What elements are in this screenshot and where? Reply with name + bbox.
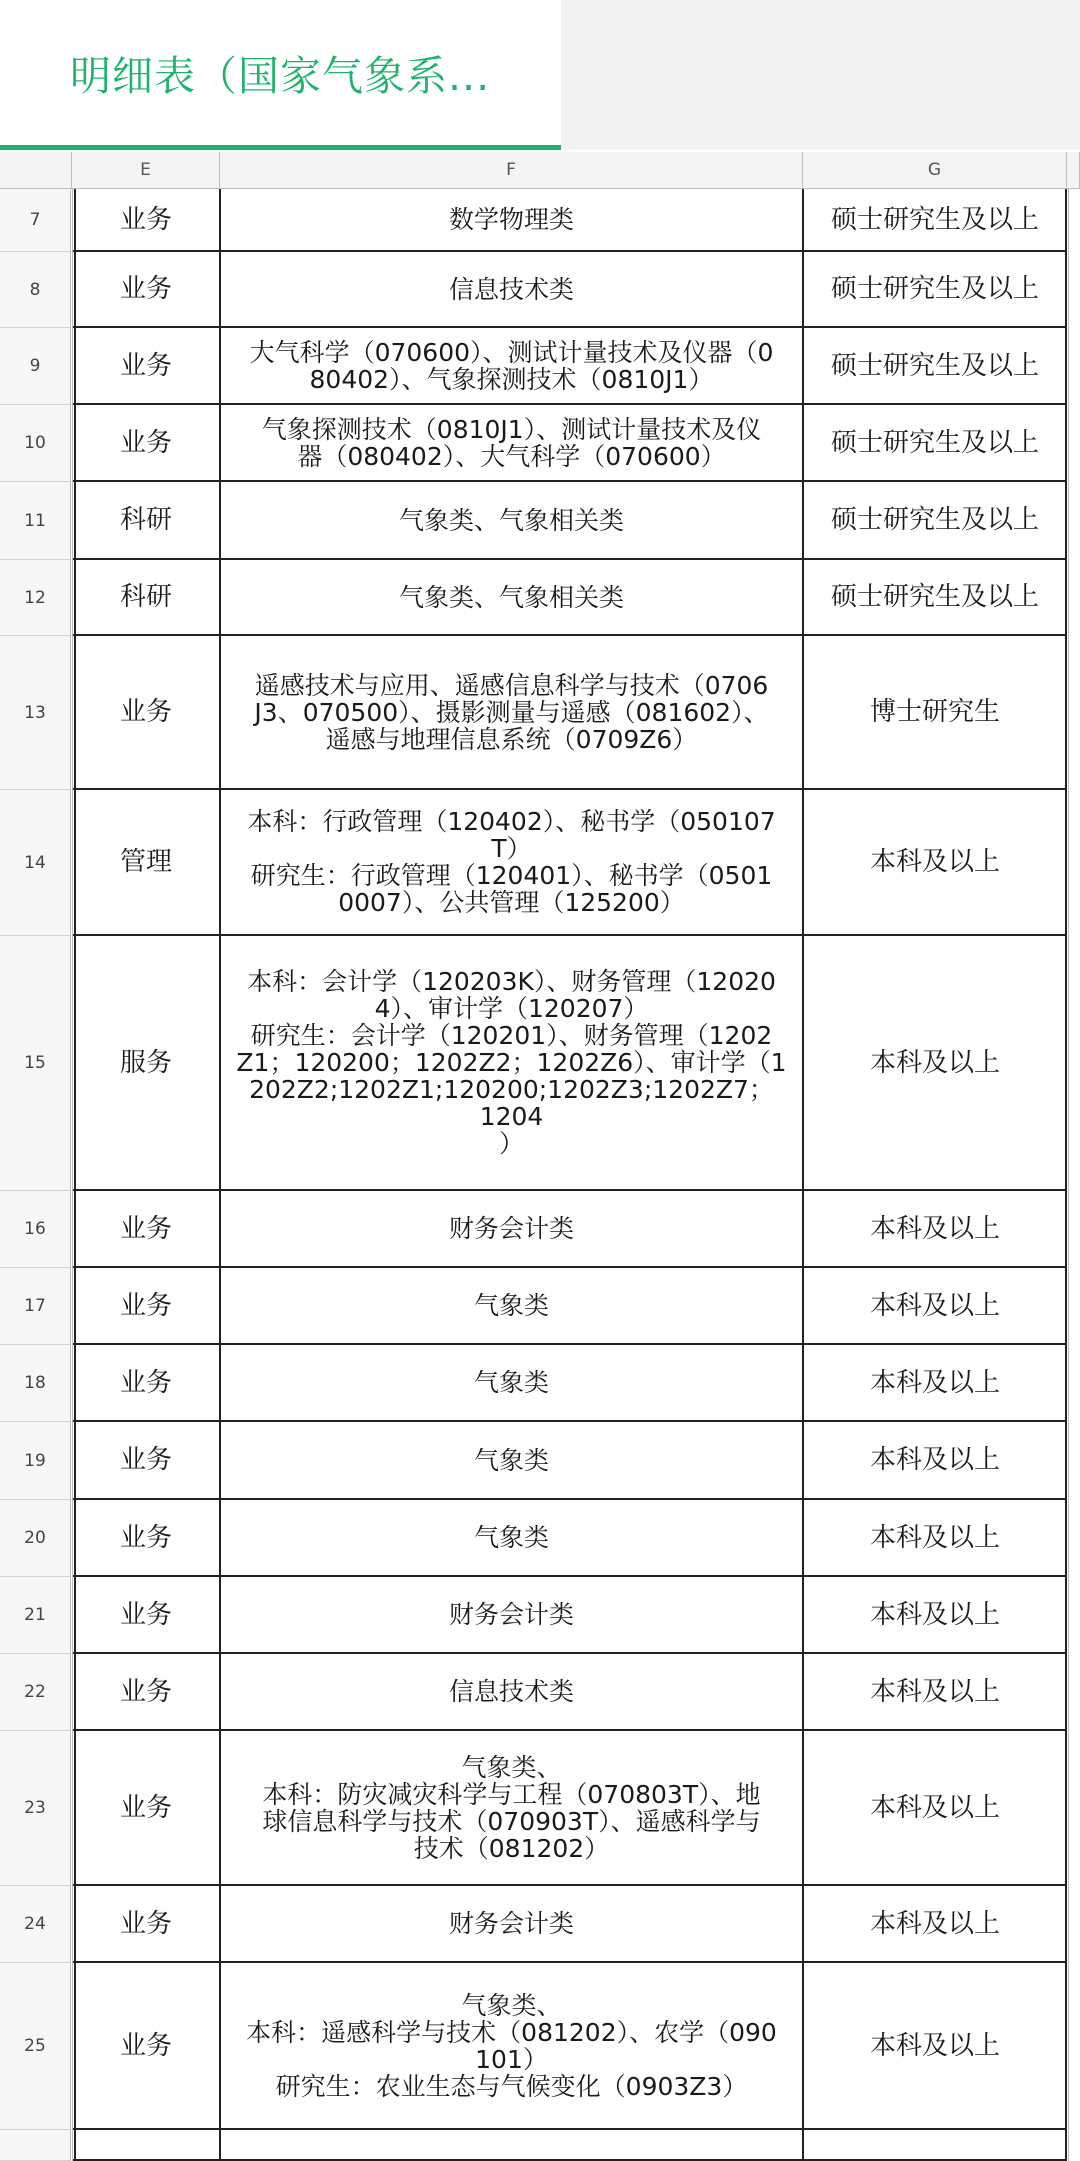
row-header[interactable]: 14 xyxy=(0,790,71,936)
cell-g[interactable]: 本科及以上 xyxy=(803,1191,1067,1268)
row-header[interactable]: 17 xyxy=(0,1268,71,1345)
corner-cell[interactable] xyxy=(0,152,72,189)
spreadsheet-grid[interactable] xyxy=(0,152,1080,2161)
column-header-g[interactable]: G xyxy=(803,152,1067,189)
cell-f[interactable]: 遥感技术与应用、遥感信息科学与技术（0706 J3、070500）、摄影测量与遥感（081602）、 遥感与地理信息系统（0709Z6） xyxy=(220,636,803,790)
row-header[interactable]: 22 xyxy=(0,1654,71,1731)
cell-e[interactable]: 科研 xyxy=(72,482,220,560)
column-header-h[interactable] xyxy=(1067,152,1080,189)
cell-g[interactable]: 硕士研究生及以上 xyxy=(803,189,1067,252)
cell-f[interactable]: 气象类、气象相关类 xyxy=(220,482,803,560)
cell-e[interactable]: 业务 xyxy=(72,1731,220,1886)
cell-g[interactable]: 本科及以上 xyxy=(803,1963,1067,2130)
column-header-e[interactable]: E xyxy=(72,152,220,189)
cell-g[interactable]: 硕士研究生及以上 xyxy=(803,482,1067,560)
cell-f[interactable]: 信息技术类 xyxy=(220,1654,803,1731)
tab-bar-background xyxy=(561,0,1080,150)
cell-f[interactable]: 信息技术类 xyxy=(220,252,803,328)
cell-e[interactable]: 业务 xyxy=(72,328,220,405)
cell-g[interactable]: 硕士研究生及以上 xyxy=(803,405,1067,482)
cell-g[interactable]: 本科及以上 xyxy=(803,1577,1067,1654)
cell-e[interactable] xyxy=(72,2130,220,2161)
row-header[interactable]: 9 xyxy=(0,328,71,405)
row-header[interactable]: 8 xyxy=(0,252,71,328)
cell-f[interactable]: 气象探测技术（0810J1）、测试计量技术及仪 器（080402）、大气科学（070600） xyxy=(220,405,803,482)
cell-g[interactable]: 本科及以上 xyxy=(803,1654,1067,1731)
cell-f[interactable]: 气象类 xyxy=(220,1268,803,1345)
cell-g[interactable]: 硕士研究生及以上 xyxy=(803,560,1067,636)
cell-e[interactable]: 业务 xyxy=(72,1963,220,2130)
cell-f[interactable]: 气象类 xyxy=(220,1345,803,1422)
cell-e[interactable]: 业务 xyxy=(72,1422,220,1500)
cell-f[interactable]: 大气科学（070600）、测试计量技术及仪器（0 80402）、气象探测技术（0810J1） xyxy=(220,328,803,405)
cell-e[interactable]: 业务 xyxy=(72,1577,220,1654)
cell-f[interactable]: 数学物理类 xyxy=(220,189,803,252)
cell-f[interactable]: 财务会计类 xyxy=(220,1577,803,1654)
cell-f[interactable]: 气象类 xyxy=(220,1422,803,1500)
cell-g[interactable]: 硕士研究生及以上 xyxy=(803,252,1067,328)
grid-line xyxy=(72,189,73,2161)
sheet-tab[interactable] xyxy=(0,0,561,150)
cell-g[interactable]: 博士研究生 xyxy=(803,636,1067,790)
grid-line xyxy=(74,189,76,2161)
row-header[interactable]: 25 xyxy=(0,1963,71,2130)
cell-g[interactable]: 本科及以上 xyxy=(803,936,1067,1191)
column-header-f[interactable]: F xyxy=(220,152,803,189)
row-header[interactable]: 19 xyxy=(0,1422,71,1500)
cell-e[interactable]: 业务 xyxy=(72,189,220,252)
cell-f[interactable] xyxy=(220,2130,803,2161)
cell-g[interactable]: 本科及以上 xyxy=(803,1886,1067,1963)
cell-f[interactable]: 气象类、 本科：遥感科学与技术（081202）、农学（090 101） 研究生：农业生态与气候变化（0903Z3） xyxy=(220,1963,803,2130)
grid-line xyxy=(219,189,221,2161)
row-header[interactable]: 7 xyxy=(0,189,71,252)
row-header[interactable]: 12 xyxy=(0,560,71,636)
row-header[interactable]: 15 xyxy=(0,936,71,1191)
cell-g[interactable]: 本科及以上 xyxy=(803,790,1067,936)
row-header[interactable]: 24 xyxy=(0,1886,71,1963)
cell-f[interactable]: 气象类 xyxy=(220,1500,803,1577)
cell-e[interactable]: 业务 xyxy=(72,1886,220,1963)
cell-e[interactable]: 业务 xyxy=(72,636,220,790)
cell-e[interactable]: 业务 xyxy=(72,1500,220,1577)
cell-f[interactable]: 财务会计类 xyxy=(220,1886,803,1963)
cell-e[interactable]: 科研 xyxy=(72,560,220,636)
cell-g[interactable] xyxy=(803,2130,1067,2161)
cell-f[interactable]: 财务会计类 xyxy=(220,1191,803,1268)
cell-g[interactable]: 本科及以上 xyxy=(803,1345,1067,1422)
row-header[interactable]: 21 xyxy=(0,1577,71,1654)
cell-e[interactable]: 业务 xyxy=(72,252,220,328)
cell-f[interactable]: 气象类、 本科：防灾减灾科学与工程（070803T）、地 球信息科学与技术（070903T）、遥感科学与 技术（081202） xyxy=(220,1731,803,1886)
cell-g[interactable]: 本科及以上 xyxy=(803,1422,1067,1500)
cell-g[interactable]: 本科及以上 xyxy=(803,1268,1067,1345)
cell-e[interactable]: 业务 xyxy=(72,1345,220,1422)
row-header[interactable]: 13 xyxy=(0,636,71,790)
row-header[interactable]: 11 xyxy=(0,482,71,560)
cell-g[interactable]: 本科及以上 xyxy=(803,1731,1067,1886)
cell-g[interactable]: 本科及以上 xyxy=(803,1500,1067,1577)
grid-line xyxy=(1065,189,1067,2161)
cell-e[interactable]: 业务 xyxy=(72,405,220,482)
row-header[interactable]: 20 xyxy=(0,1500,71,1577)
cell-e[interactable]: 业务 xyxy=(72,1191,220,1268)
row-header[interactable]: 10 xyxy=(0,405,71,482)
row-header[interactable]: 23 xyxy=(0,1731,71,1886)
row-header[interactable] xyxy=(0,2130,71,2161)
sheet-title: 明细表（国家气象系... xyxy=(70,52,491,100)
grid-line xyxy=(802,189,804,2161)
cell-e[interactable]: 业务 xyxy=(72,1268,220,1345)
row-header[interactable]: 16 xyxy=(0,1191,71,1268)
cell-g[interactable]: 硕士研究生及以上 xyxy=(803,328,1067,405)
cell-f[interactable]: 气象类、气象相关类 xyxy=(220,560,803,636)
cell-f[interactable]: 本科：会计学（120203K）、财务管理（12020 4）、审计学（120207） 研究生：会计学（120201）、财务管理（1202 Z1；120200；1202Z2；1202Z6）、审计学（1 202Z2;1202Z1;120200;1202Z3;1202Z7；1204 ） xyxy=(220,936,803,1191)
grid-line xyxy=(1068,189,1069,2161)
cell-e[interactable]: 服务 xyxy=(72,936,220,1191)
cell-e[interactable]: 管理 xyxy=(72,790,220,936)
cell-e[interactable]: 业务 xyxy=(72,1654,220,1731)
cell-f[interactable]: 本科：行政管理（120402）、秘书学（050107 T） 研究生：行政管理（120401）、秘书学（0501 0007）、公共管理（125200） xyxy=(220,790,803,936)
row-header[interactable]: 18 xyxy=(0,1345,71,1422)
